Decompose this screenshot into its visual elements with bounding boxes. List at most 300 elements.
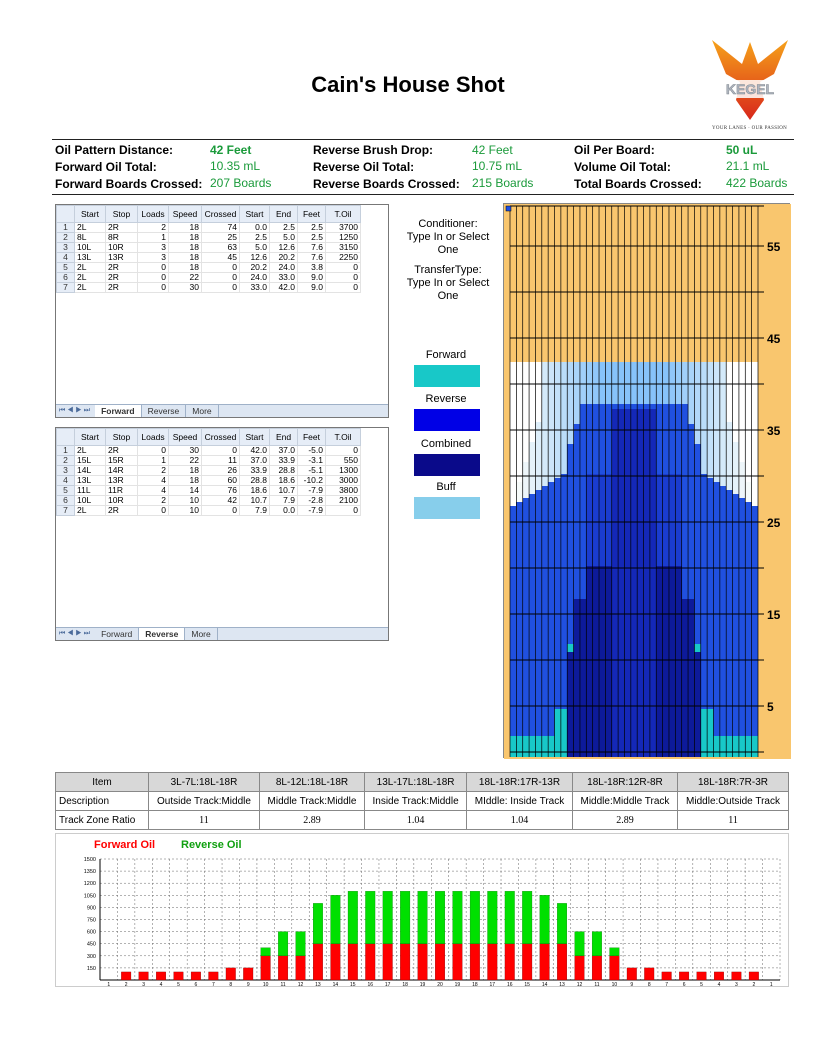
legend-forward-swatch xyxy=(414,365,480,387)
tz-header-cell: 3L-7L:18L-18R xyxy=(149,773,260,792)
table-cell[interactable]: -7.9 xyxy=(298,506,326,516)
forward-oil-bar xyxy=(540,944,550,980)
lane-foot-label: 5 xyxy=(767,700,774,714)
table-cell[interactable]: 7.6 xyxy=(298,243,326,253)
lane-foot-label: 45 xyxy=(767,332,781,346)
forward-oil-bar xyxy=(488,944,498,980)
transfer-type-label: TransferType: xyxy=(414,264,482,276)
table-cell[interactable]: 15L xyxy=(75,456,106,466)
table-cell[interactable]: 18 xyxy=(169,223,202,233)
x-tick-label: 2 xyxy=(124,982,128,988)
x-tick-label: 9 xyxy=(630,982,634,988)
table-cell[interactable]: 0 xyxy=(202,506,240,516)
tz-header-cell: 13L-17L:18L-18R xyxy=(365,773,467,792)
x-tick-label: 13 xyxy=(559,982,565,988)
x-tick-label: 14 xyxy=(332,982,339,988)
forward-oil-bar xyxy=(296,956,306,980)
forward-oil-bar xyxy=(714,972,724,980)
x-tick-label: 18 xyxy=(402,982,408,988)
table-cell[interactable]: 42.0 xyxy=(240,446,270,456)
table-row xyxy=(57,466,361,476)
row-number[interactable]: 3 xyxy=(57,466,75,476)
forward-oil-bar xyxy=(383,944,393,980)
conditioner-hint-2: One xyxy=(437,244,459,256)
table-cell[interactable]: 2250 xyxy=(326,253,361,263)
table-cell[interactable]: 12.6 xyxy=(270,243,298,253)
table-cell[interactable]: 14L xyxy=(75,466,106,476)
table-cell[interactable]: 7.9 xyxy=(240,506,270,516)
table-cell[interactable]: 10 xyxy=(169,496,202,506)
table-cell[interactable]: 33.9 xyxy=(270,456,298,466)
table-cell[interactable]: 0 xyxy=(326,506,361,516)
table-cell[interactable]: 1250 xyxy=(326,233,361,243)
table-cell[interactable]: 33.0 xyxy=(240,283,270,293)
y-tick-label: 1050 xyxy=(83,893,96,900)
table-cell[interactable]: 10.7 xyxy=(240,496,270,506)
forward-oil-bar xyxy=(400,944,410,980)
conditioner-hint: Type In or Select xyxy=(406,231,490,243)
table-cell[interactable]: 37.0 xyxy=(270,446,298,456)
table-cell[interactable]: 3700 xyxy=(326,223,361,233)
table-cell[interactable]: -5.1 xyxy=(298,466,326,476)
table-row xyxy=(57,253,361,263)
reverse-oil-bar xyxy=(505,891,515,943)
row-number[interactable]: 4 xyxy=(57,253,75,263)
table-cell[interactable]: 13L xyxy=(75,253,106,263)
legend-forward-label: Forward xyxy=(425,349,467,361)
reverse-spreadsheet xyxy=(55,427,389,641)
table-row xyxy=(57,233,361,243)
table-cell[interactable]: 0 xyxy=(326,263,361,273)
sheet-nav-arrows-icon[interactable]: ⏮◀▶⏭ xyxy=(59,630,93,637)
table-cell[interactable]: 8R xyxy=(106,233,138,243)
column-header[interactable]: Stop xyxy=(106,206,138,223)
x-tick-label: 16 xyxy=(506,982,513,988)
table-cell[interactable]: 2L xyxy=(75,263,106,273)
table-cell[interactable]: -10.2 xyxy=(298,476,326,486)
row-number[interactable]: 2 xyxy=(57,456,75,466)
table-row xyxy=(57,456,361,466)
x-tick-label: 3 xyxy=(735,982,738,988)
table-cell[interactable]: 7.9 xyxy=(270,496,298,506)
table-cell[interactable]: 33.0 xyxy=(270,273,298,283)
table-cell[interactable]: -7.9 xyxy=(298,486,326,496)
column-header[interactable]: Loads xyxy=(138,206,169,223)
table-cell[interactable]: 3000 xyxy=(326,476,361,486)
conditioner-label: Conditioner: xyxy=(418,218,478,230)
table-cell[interactable]: 2R xyxy=(106,283,138,293)
table-cell[interactable]: 2R xyxy=(106,446,138,456)
y-tick-label: 1200 xyxy=(83,881,96,888)
table-cell[interactable]: 0.0 xyxy=(240,223,270,233)
table-row xyxy=(57,496,361,506)
table-cell[interactable]: 10L xyxy=(75,496,106,506)
total-boards-crossed-value: 422 Boards xyxy=(726,176,788,190)
tz-ratio-cell: 2.89 xyxy=(572,811,677,830)
forward-oil-bar xyxy=(453,944,463,980)
x-tick-label: 4 xyxy=(159,982,163,988)
table-row xyxy=(57,486,361,496)
table-cell[interactable]: 42.0 xyxy=(270,283,298,293)
table-row xyxy=(57,263,361,273)
table-cell[interactable]: 33.9 xyxy=(240,466,270,476)
page-title: Cain's House Shot xyxy=(311,72,505,97)
x-tick-label: 12 xyxy=(576,982,583,988)
y-tick-label: 900 xyxy=(86,905,96,912)
table-cell[interactable]: 18 xyxy=(169,476,202,486)
forward-oil-bar xyxy=(470,944,480,980)
table-cell[interactable]: 18 xyxy=(169,466,202,476)
forward-oil-bar xyxy=(365,944,375,980)
table-cell[interactable]: 30 xyxy=(169,283,202,293)
column-header[interactable]: T.Oil xyxy=(326,429,361,446)
table-cell[interactable]: 3150 xyxy=(326,243,361,253)
table-cell[interactable]: 5.0 xyxy=(240,243,270,253)
table-cell[interactable]: 2R xyxy=(106,223,138,233)
table-cell[interactable]: 76 xyxy=(202,486,240,496)
reverse-oil-bar xyxy=(348,891,358,943)
volume-oil-total-label: Volume Oil Total: xyxy=(574,160,671,174)
forward-oil-bar xyxy=(121,972,131,980)
forward-oil-bar xyxy=(209,972,219,980)
table-cell[interactable]: 0.0 xyxy=(270,506,298,516)
table-cell[interactable]: 14R xyxy=(106,466,138,476)
table-cell[interactable]: 2100 xyxy=(326,496,361,506)
reverse-oil-bar xyxy=(540,895,550,943)
x-tick-label: 7 xyxy=(665,982,669,988)
table-cell[interactable]: 3 xyxy=(138,243,169,253)
lane-foot-label: 25 xyxy=(767,516,781,530)
table-cell[interactable]: 3800 xyxy=(326,486,361,496)
table-cell[interactable]: 20.2 xyxy=(240,263,270,273)
table-cell[interactable]: 0 xyxy=(202,263,240,273)
legend-reverse-oil: Reverse Oil xyxy=(181,839,242,851)
y-tick-label: 300 xyxy=(86,953,96,960)
table-cell[interactable]: 4 xyxy=(138,486,169,496)
x-tick-label: 6 xyxy=(194,982,198,988)
table-cell[interactable]: 0 xyxy=(138,283,169,293)
tz-header-cell: 18L-18R:17R-13R xyxy=(467,773,573,792)
row-number[interactable]: 1 xyxy=(57,446,75,456)
table-cell[interactable]: 18 xyxy=(169,253,202,263)
x-tick-label: 20 xyxy=(437,982,443,988)
forward-oil-bar xyxy=(749,972,759,980)
table-cell[interactable]: 42 xyxy=(202,496,240,506)
column-header[interactable]: Start xyxy=(75,429,106,446)
column-header[interactable]: End xyxy=(270,206,298,223)
reverse-oil-bar xyxy=(383,891,393,943)
reverse-oil-bar xyxy=(610,948,620,956)
row-number[interactable]: 2 xyxy=(57,233,75,243)
table-cell[interactable]: 22 xyxy=(169,456,202,466)
table-cell[interactable]: 18 xyxy=(169,263,202,273)
table-cell[interactable]: 28.8 xyxy=(270,466,298,476)
legend-buff-label: Buff xyxy=(436,481,456,493)
forward-oil-bar xyxy=(592,956,602,980)
table-cell[interactable]: 18.6 xyxy=(240,486,270,496)
table-cell[interactable]: 25 xyxy=(202,233,240,243)
reverse-oil-bar xyxy=(313,903,323,943)
table-cell[interactable]: 11L xyxy=(75,486,106,496)
table-cell[interactable]: 1 xyxy=(138,456,169,466)
table-cell[interactable]: 10.7 xyxy=(270,486,298,496)
reverse-boards-crossed-value: 215 Boards xyxy=(472,176,534,190)
forward-oil-bar xyxy=(627,968,637,980)
tab-forward[interactable]: Forward xyxy=(95,628,139,640)
y-tick-label: 600 xyxy=(86,929,96,936)
tz-ratio-cell: 1.04 xyxy=(365,811,467,830)
table-cell[interactable]: 2.5 xyxy=(298,233,326,243)
x-tick-label: 11 xyxy=(594,982,600,988)
x-tick-label: 14 xyxy=(541,982,548,988)
y-tick-label: 150 xyxy=(86,965,96,972)
table-cell[interactable]: 0 xyxy=(326,446,361,456)
table-cell[interactable]: 5.0 xyxy=(270,233,298,243)
table-cell[interactable]: 9.0 xyxy=(298,283,326,293)
table-cell[interactable]: 0 xyxy=(138,506,169,516)
table-cell[interactable]: 18 xyxy=(169,243,202,253)
kegel-logo xyxy=(706,34,794,138)
tz-header-cell: Item xyxy=(56,773,149,792)
table-cell[interactable]: 10L xyxy=(75,243,106,253)
x-tick-label: 17 xyxy=(384,982,391,988)
column-header[interactable]: Crossed xyxy=(202,206,240,223)
forward-oil-bar xyxy=(331,944,341,980)
x-tick-label: 5 xyxy=(177,982,180,988)
tz-ratio-cell: Track Zone Ratio xyxy=(56,811,149,830)
row-number[interactable]: 1 xyxy=(57,223,75,233)
select-all-corner[interactable] xyxy=(57,429,75,446)
column-header[interactable]: Start xyxy=(240,206,270,223)
reverse-brush-drop-value: 42 Feet xyxy=(472,143,513,157)
table-cell[interactable]: 13L xyxy=(75,476,106,486)
tab-more[interactable]: More xyxy=(185,628,217,640)
sheet-nav-arrows-icon[interactable]: ⏮◀▶⏭ xyxy=(59,407,93,414)
column-header[interactable]: T.Oil xyxy=(326,206,361,223)
table-cell[interactable]: 9.0 xyxy=(298,273,326,283)
transfer-type-select[interactable] xyxy=(398,264,498,303)
table-cell[interactable]: 2L xyxy=(75,506,106,516)
table-cell[interactable]: 37.0 xyxy=(240,456,270,466)
table-cell[interactable]: 2.5 xyxy=(240,233,270,243)
row-number[interactable]: 6 xyxy=(57,496,75,506)
table-cell[interactable]: 24.0 xyxy=(270,263,298,273)
y-tick-label: 1350 xyxy=(83,869,96,876)
reverse-sheet-tabbar xyxy=(56,627,388,640)
table-cell[interactable]: 0 xyxy=(138,446,169,456)
table-cell[interactable]: 12.6 xyxy=(240,253,270,263)
row-number[interactable]: 5 xyxy=(57,486,75,496)
table-cell[interactable]: 2L xyxy=(75,446,106,456)
row-number[interactable]: 3 xyxy=(57,243,75,253)
table-cell[interactable]: 2L xyxy=(75,223,106,233)
table-cell[interactable]: 1 xyxy=(138,233,169,243)
y-tick-label: 1500 xyxy=(83,857,96,863)
column-header[interactable]: End xyxy=(270,429,298,446)
x-tick-label: 19 xyxy=(454,982,461,988)
table-cell[interactable]: 2R xyxy=(106,506,138,516)
legend-combined-label: Combined xyxy=(420,438,472,450)
forward-oil-bar xyxy=(557,944,567,980)
table-cell[interactable]: 26 xyxy=(202,466,240,476)
oil-distribution-chart xyxy=(55,833,789,987)
table-cell[interactable]: 1300 xyxy=(326,466,361,476)
forward-oil-bar xyxy=(522,944,532,980)
row-number[interactable]: 7 xyxy=(57,506,75,516)
column-header[interactable]: Speed xyxy=(169,429,202,446)
table-row xyxy=(57,476,361,486)
column-header[interactable]: Crossed xyxy=(202,429,240,446)
column-header[interactable]: Loads xyxy=(138,429,169,446)
reverse-brush-drop-label: Reverse Brush Drop: xyxy=(313,143,434,157)
x-tick-label: 19 xyxy=(419,982,426,988)
table-cell[interactable]: 3.8 xyxy=(298,263,326,273)
oil-pattern-distance-label: Oil Pattern Distance: xyxy=(55,143,174,157)
column-header[interactable]: Start xyxy=(240,429,270,446)
table-cell[interactable]: -5.0 xyxy=(298,446,326,456)
table-cell[interactable]: 8L xyxy=(75,233,106,243)
x-tick-label: 12 xyxy=(297,982,304,988)
table-cell[interactable]: 11 xyxy=(202,456,240,466)
table-cell[interactable]: 4 xyxy=(138,476,169,486)
tab-reverse[interactable]: Reverse xyxy=(142,405,187,417)
table-cell[interactable]: 2R xyxy=(106,263,138,273)
table-cell[interactable]: 2 xyxy=(138,223,169,233)
reverse-oil-bar xyxy=(418,891,428,943)
table-cell[interactable]: 18.6 xyxy=(270,476,298,486)
table-cell[interactable]: 18 xyxy=(169,233,202,243)
table-cell[interactable]: 20.2 xyxy=(270,253,298,263)
table-cell[interactable]: 10R xyxy=(106,243,138,253)
table-cell[interactable]: 0 xyxy=(202,283,240,293)
column-header[interactable]: Feet xyxy=(298,429,326,446)
forward-oil-bar xyxy=(348,944,358,980)
table-cell[interactable]: 60 xyxy=(202,476,240,486)
forward-oil-bar xyxy=(505,944,515,980)
table-cell[interactable]: 2.5 xyxy=(270,223,298,233)
table-cell[interactable]: 0 xyxy=(202,273,240,283)
tz-desc-cell: Middle:Outside Track xyxy=(678,792,789,811)
forward-oil-bar xyxy=(278,956,288,980)
forward-oil-bar xyxy=(679,972,689,980)
track-zone-description-row xyxy=(56,792,789,811)
tz-header-cell: 18L-18R:7R-3R xyxy=(678,773,789,792)
forward-oil-total-value: 10.35 mL xyxy=(210,159,261,173)
table-cell[interactable]: -3.1 xyxy=(298,456,326,466)
table-cell[interactable]: 15R xyxy=(106,456,138,466)
tab-more[interactable]: More xyxy=(186,405,218,417)
forward-boards-crossed-label: Forward Boards Crossed: xyxy=(55,177,203,191)
row-number[interactable]: 7 xyxy=(57,283,75,293)
table-cell[interactable]: 24.0 xyxy=(240,273,270,283)
tz-ratio-cell: 1.04 xyxy=(467,811,573,830)
table-cell[interactable]: 550 xyxy=(326,456,361,466)
y-tick-label: 450 xyxy=(86,941,96,948)
table-cell[interactable]: 7.6 xyxy=(298,253,326,263)
x-tick-label: 4 xyxy=(717,982,721,988)
reverse-oil-bar xyxy=(488,891,498,943)
x-tick-label: 1 xyxy=(107,982,111,988)
forward-sheet-tabbar xyxy=(56,404,388,417)
table-cell[interactable]: 2 xyxy=(138,496,169,506)
column-header[interactable]: Feet xyxy=(298,206,326,223)
table-cell[interactable]: 11R xyxy=(106,486,138,496)
reverse-oil-bar xyxy=(261,948,271,956)
x-tick-label: 3 xyxy=(142,982,145,988)
table-cell[interactable]: 3 xyxy=(138,253,169,263)
row-number[interactable]: 4 xyxy=(57,476,75,486)
table-cell[interactable]: 63 xyxy=(202,243,240,253)
tz-ratio-cell: 11 xyxy=(149,811,260,830)
x-tick-label: 8 xyxy=(647,982,651,988)
table-cell[interactable]: 2L xyxy=(75,283,106,293)
column-header[interactable]: Start xyxy=(75,206,106,223)
conditioner-select[interactable] xyxy=(398,218,498,257)
oil-per-board-label: Oil Per Board: xyxy=(574,143,655,157)
table-cell[interactable]: 13R xyxy=(106,476,138,486)
x-tick-label: 16 xyxy=(367,982,374,988)
table-cell[interactable]: 0 xyxy=(326,273,361,283)
select-all-corner[interactable] xyxy=(57,206,75,223)
x-tick-label: 5 xyxy=(700,982,703,988)
table-cell[interactable]: 2 xyxy=(138,466,169,476)
x-tick-label: 7 xyxy=(211,982,215,988)
tab-forward[interactable]: Forward xyxy=(95,405,142,417)
table-cell[interactable]: 0 xyxy=(202,446,240,456)
table-cell[interactable]: 22 xyxy=(169,273,202,283)
x-tick-label: 1 xyxy=(769,982,773,988)
table-cell[interactable]: 2R xyxy=(106,273,138,283)
column-header[interactable]: Speed xyxy=(169,206,202,223)
table-cell[interactable]: 28.8 xyxy=(240,476,270,486)
tab-reverse[interactable]: Reverse xyxy=(139,628,185,640)
x-tick-label: 9 xyxy=(246,982,250,988)
table-cell[interactable]: 30 xyxy=(169,446,202,456)
forward-oil-bar xyxy=(644,968,654,980)
forward-boards-crossed-value: 207 Boards xyxy=(210,176,272,190)
table-cell[interactable]: 0 xyxy=(326,283,361,293)
forward-oil-bar xyxy=(156,972,166,980)
table-cell[interactable]: 10 xyxy=(169,506,202,516)
legend-forward-oil: Forward Oil xyxy=(94,839,156,851)
table-cell[interactable]: 14 xyxy=(169,486,202,496)
legend-buff-swatch xyxy=(414,497,480,519)
table-cell[interactable]: 10R xyxy=(106,496,138,506)
reverse-oil-bar xyxy=(278,932,288,956)
table-cell[interactable]: 0 xyxy=(138,263,169,273)
x-tick-label: 15 xyxy=(350,982,356,988)
legend-reverse-swatch xyxy=(414,409,480,431)
forward-oil-bar xyxy=(575,956,585,980)
row-number[interactable]: 5 xyxy=(57,263,75,273)
table-cell[interactable]: 74 xyxy=(202,223,240,233)
table-cell[interactable]: 45 xyxy=(202,253,240,263)
table-cell[interactable]: -2.8 xyxy=(298,496,326,506)
reverse-oil-bar xyxy=(400,891,410,943)
x-tick-label: 8 xyxy=(229,982,233,988)
svg-text:KEGEL: KEGEL xyxy=(725,81,775,97)
table-cell[interactable]: 13R xyxy=(106,253,138,263)
logo-tagline: YOUR LANES · OUR PASSION xyxy=(712,126,788,131)
reverse-oil-bar xyxy=(453,891,463,943)
tz-desc-cell: Description xyxy=(56,792,149,811)
table-cell[interactable]: 2L xyxy=(75,273,106,283)
row-number[interactable]: 6 xyxy=(57,273,75,283)
table-cell[interactable]: 0 xyxy=(138,273,169,283)
x-tick-label: 18 xyxy=(472,982,478,988)
column-header[interactable]: Stop xyxy=(106,429,138,446)
table-cell[interactable]: 2.5 xyxy=(298,223,326,233)
